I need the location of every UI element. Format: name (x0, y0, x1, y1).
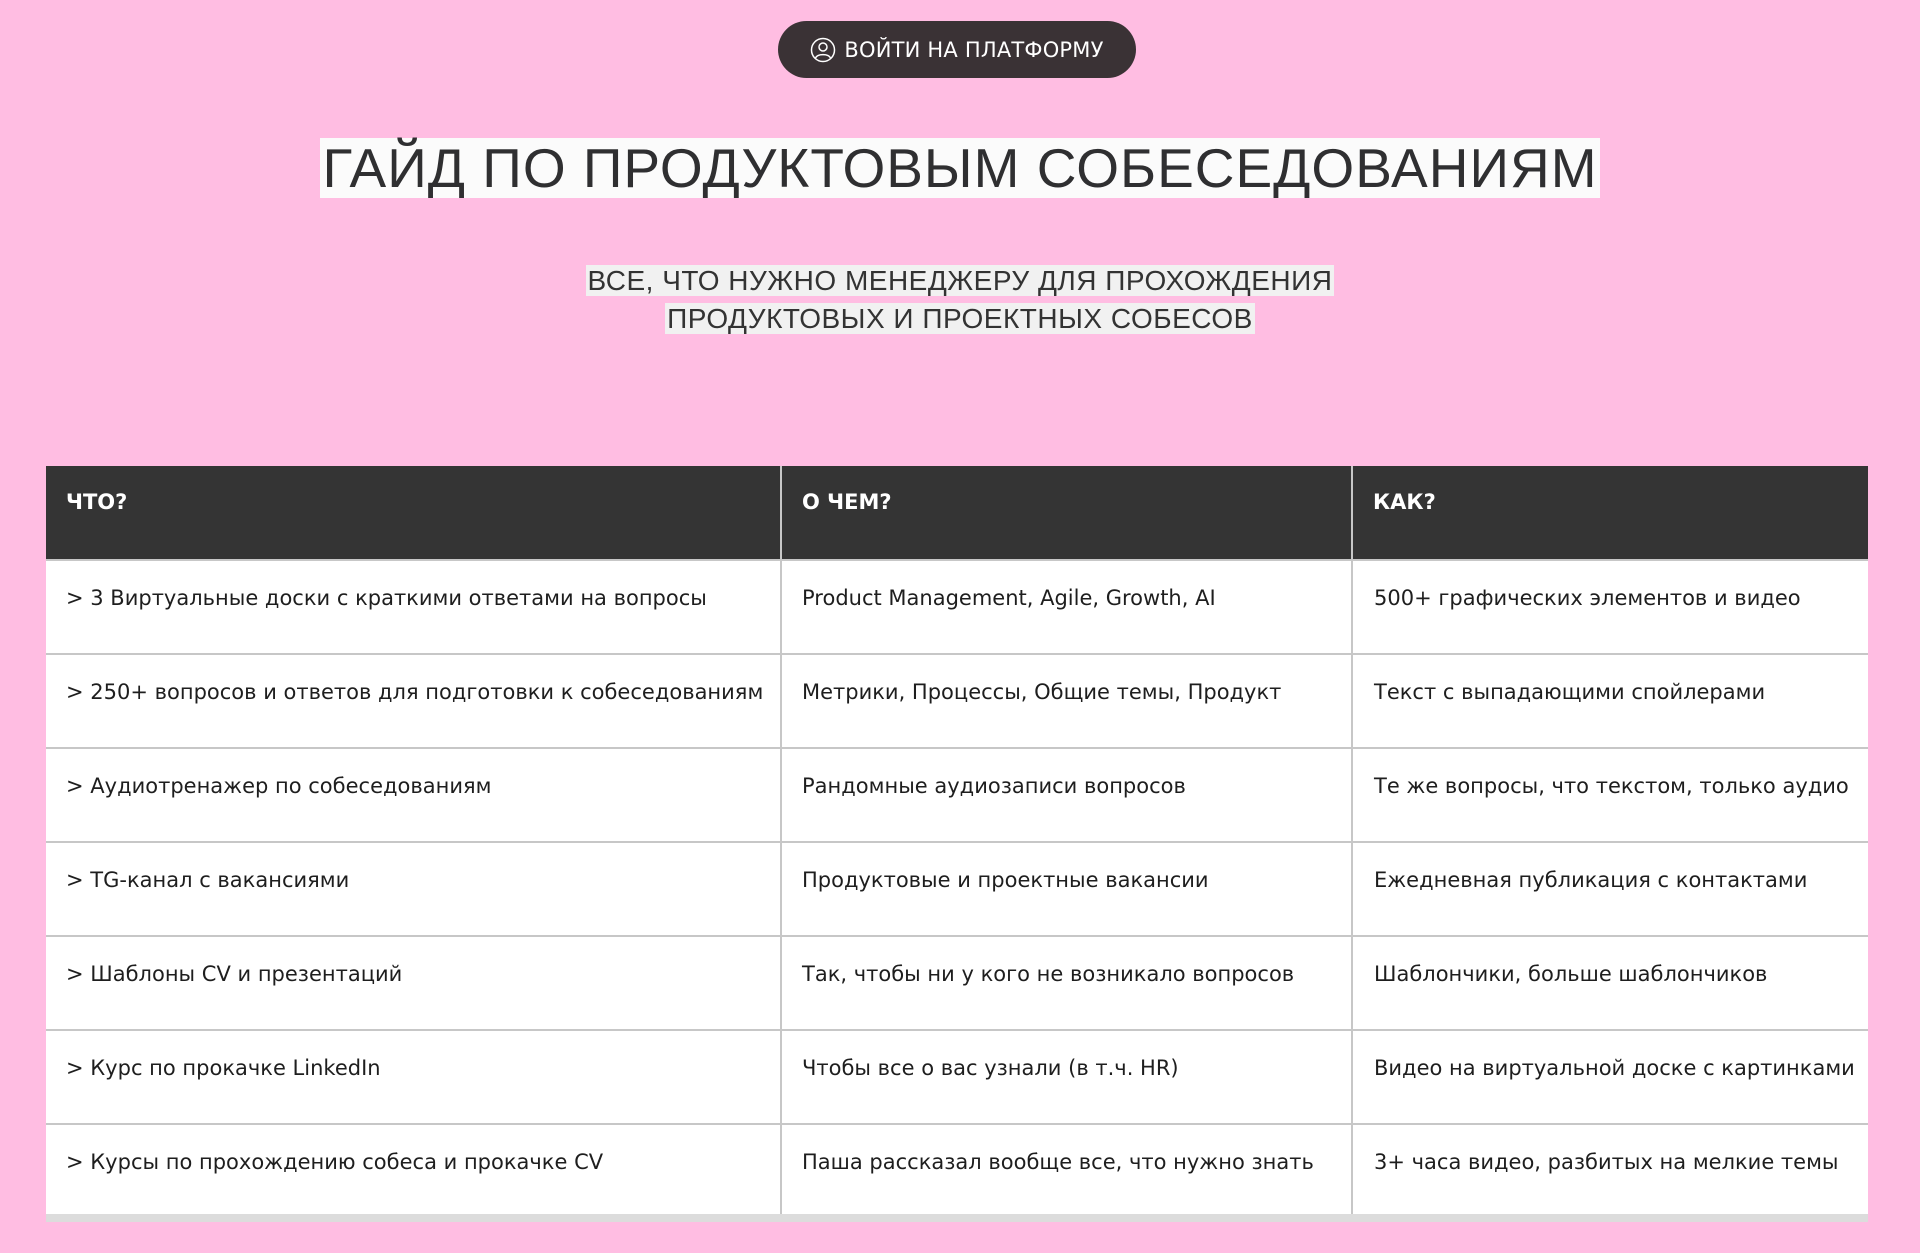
table-cell: > 3 Виртуальные доски с краткими ответами на вопросы (46, 560, 781, 654)
table-cell: Метрики, Процессы, Общие темы, Продукт (781, 654, 1352, 748)
table-cell: > Шаблоны CV и презентаций (46, 936, 781, 1030)
table-cell: > Курс по прокачке LinkedIn (46, 1030, 781, 1124)
table-cell: Те же вопросы, что текстом, только аудио (1352, 748, 1868, 842)
table-cell: Ежедневная публикация с контактами (1352, 842, 1868, 936)
table-row (46, 1124, 1868, 1218)
table-cell: Product Management, Agile, Growth, AI (781, 560, 1352, 654)
table-row (46, 842, 1868, 936)
hero-subtitle (0, 262, 1920, 338)
subtitle-line-1: ВСЕ, ЧТО НУЖНО МЕНЕДЖЕРУ ДЛЯ ПРОХОЖДЕНИЯ (587, 265, 1333, 296)
hero-title-container (0, 138, 1920, 198)
user-circle-icon (810, 37, 836, 63)
table-cell: Рандомные аудиозаписи вопросов (781, 748, 1352, 842)
table-cell: > Аудиотренажер по собеседованиям (46, 748, 781, 842)
subtitle-line-2: ПРОДУКТОВЫХ И ПРОЕКТНЫХ СОБЕСОВ (667, 303, 1253, 334)
table-cell: 3+ часа видео, разбитых на мелкие темы (1352, 1124, 1868, 1218)
page-title: ГАЙД ПО ПРОДУКТОВЫМ СОБЕСЕДОВАНИЯМ (322, 137, 1598, 199)
table-cell: > Курсы по прохождению собеса и прокачке CV (46, 1124, 781, 1218)
table-cell: Видео на виртуальной доске с картинками (1352, 1030, 1868, 1124)
table-cell: > TG-канал с вакансиями (46, 842, 781, 936)
table-cell: Чтобы все о вас узнали (в т.ч. HR) (781, 1030, 1352, 1124)
table-row (46, 936, 1868, 1030)
column-header-about: О ЧЕМ? (781, 466, 1352, 560)
table-cell: > 250+ вопросов и ответов для подготовки к собеседованиям (46, 654, 781, 748)
features-table (46, 466, 1868, 1222)
table-row (46, 560, 1868, 654)
login-button-label: ВОЙТИ НА ПЛАТФОРМУ (844, 37, 1104, 62)
table-row (46, 748, 1868, 842)
column-header-what: ЧТО? (46, 466, 781, 560)
table-cell: Так, чтобы ни у кого не возникало вопросов (781, 936, 1352, 1030)
table-cell: Шаблончики, больше шаблончиков (1352, 936, 1868, 1030)
table-cell: Паша рассказал вообще все, что нужно знать (781, 1124, 1352, 1218)
table-row (46, 1030, 1868, 1124)
table-cell: Текст с выпадающими спойлерами (1352, 654, 1868, 748)
table-cell: Продуктовые и проектные вакансии (781, 842, 1352, 936)
table-row (46, 654, 1868, 748)
column-header-how: КАК? (1352, 466, 1868, 560)
login-platform-button[interactable] (778, 21, 1136, 78)
table-header-row (46, 466, 1868, 560)
table-cell: 500+ графических элементов и видео (1352, 560, 1868, 654)
